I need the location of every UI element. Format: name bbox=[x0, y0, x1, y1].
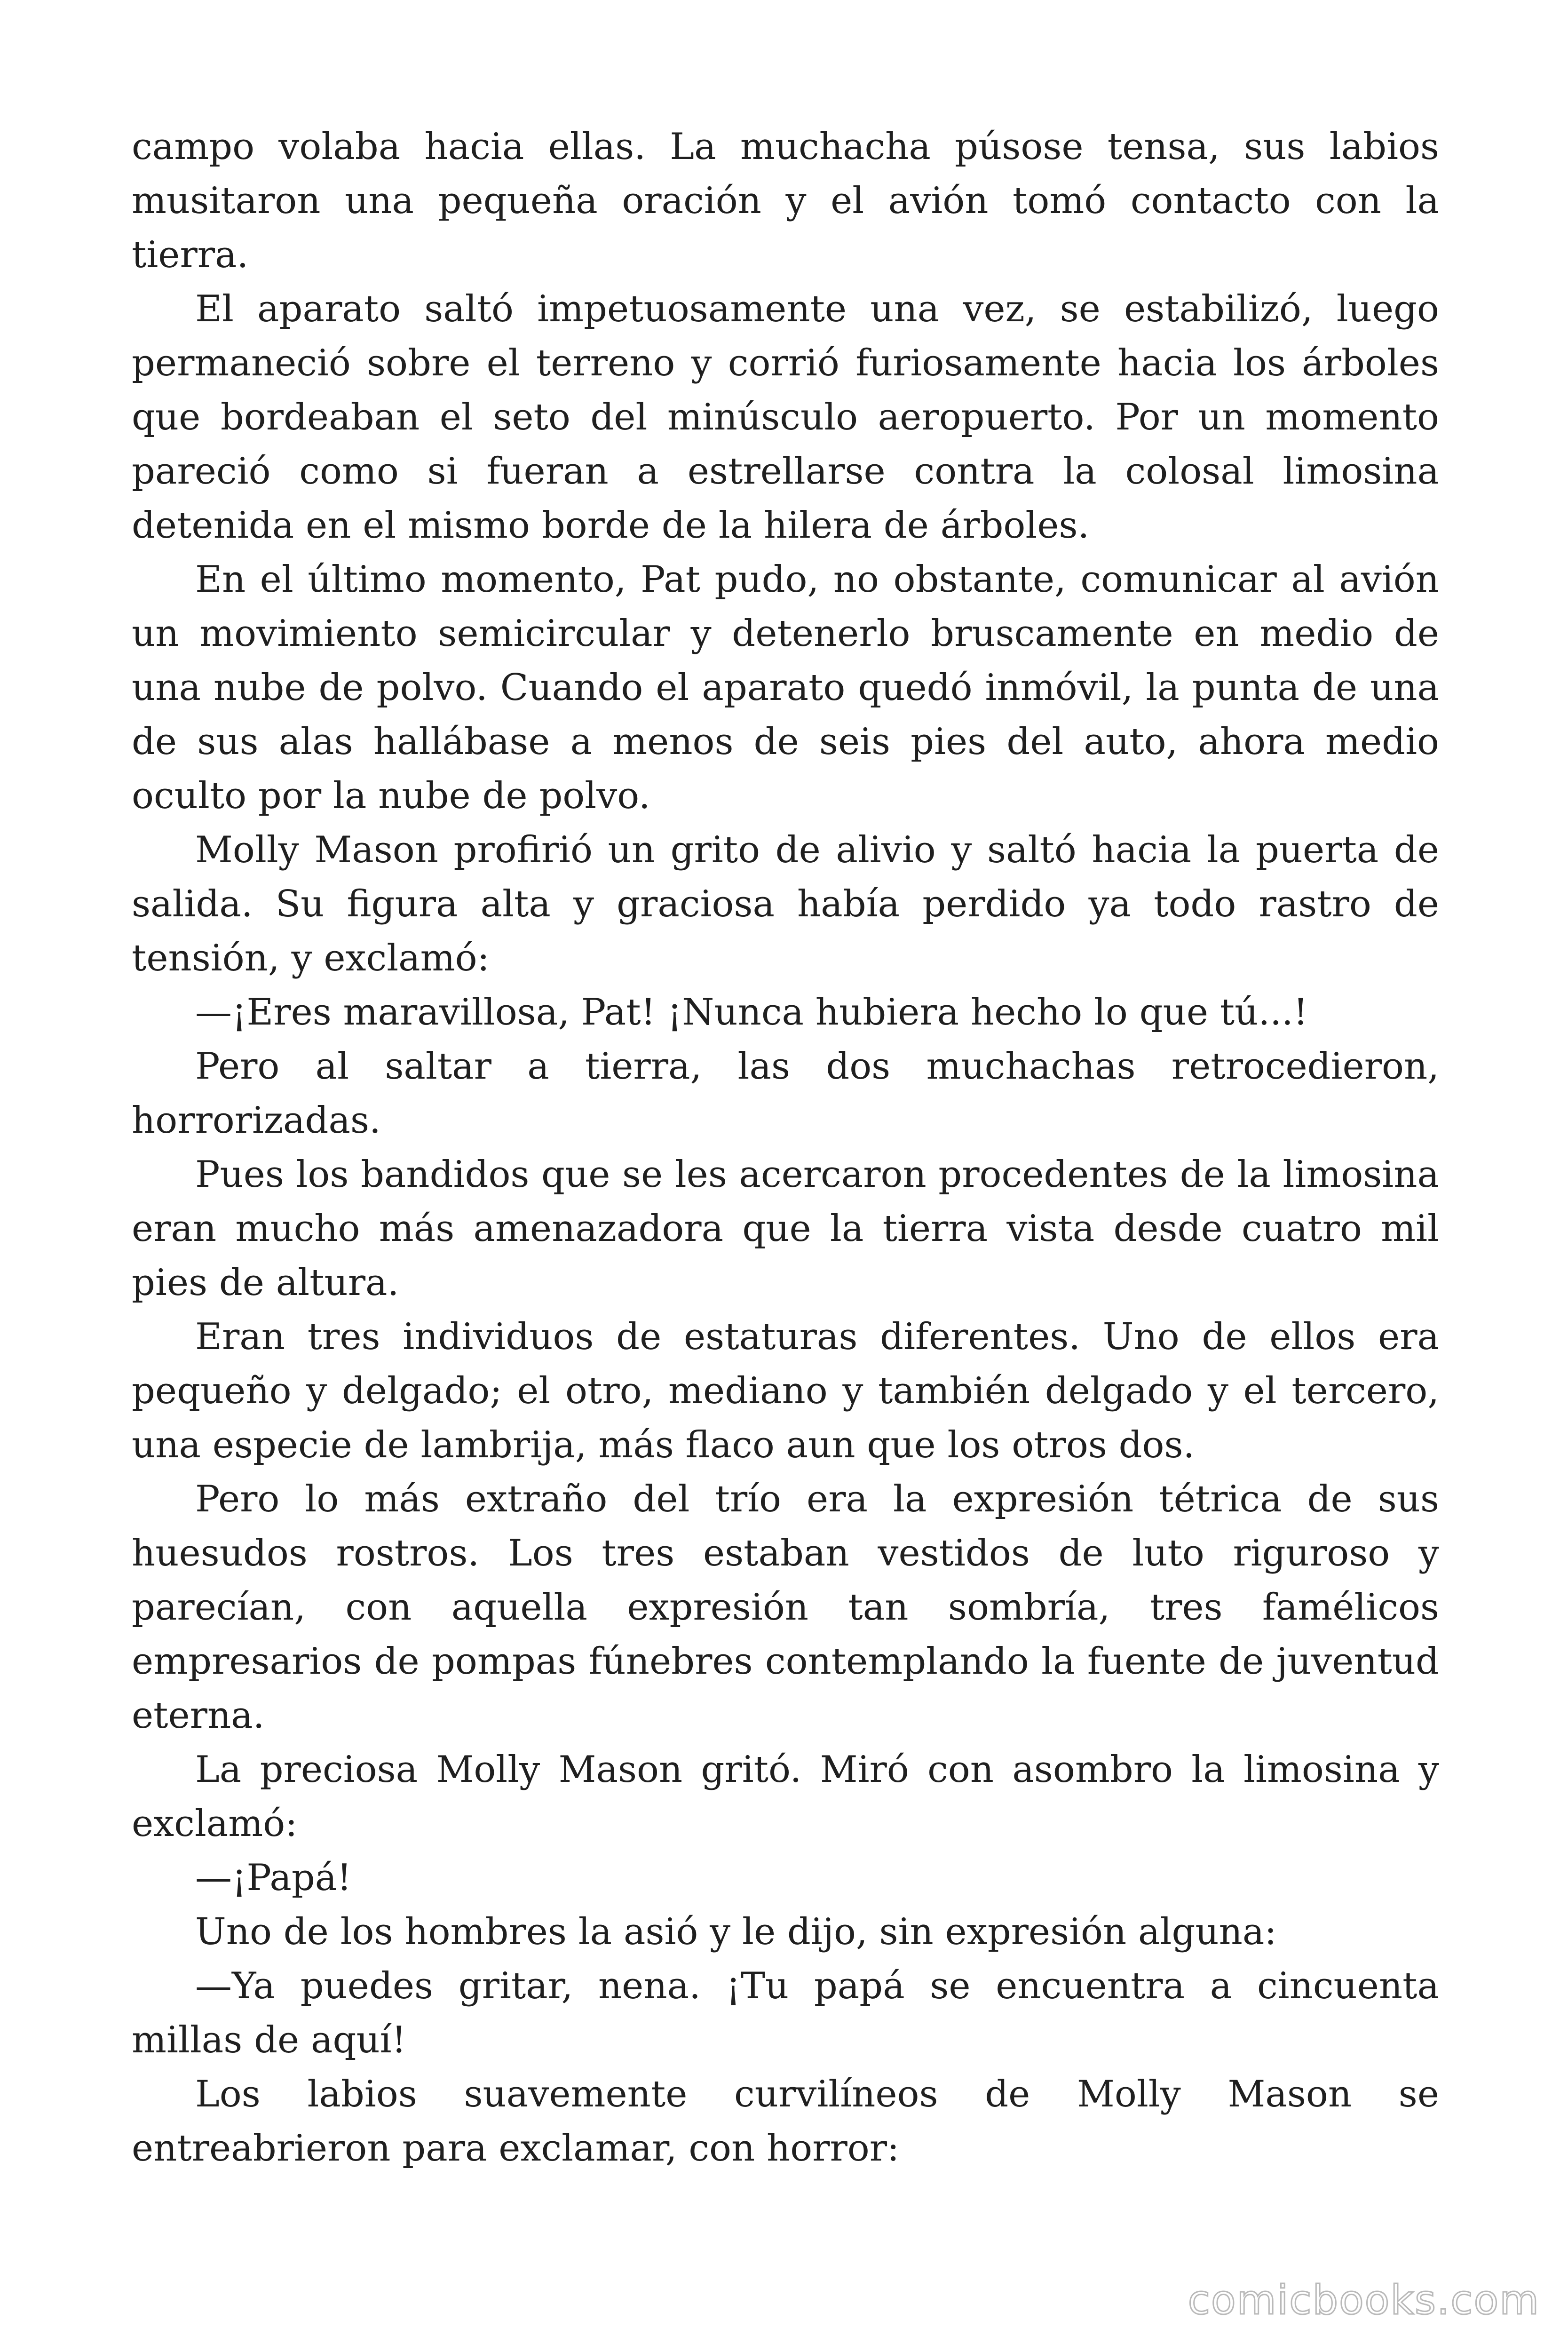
paragraph-12: Uno de los hombres la asió y le dijo, sin expresión alguna: bbox=[195, 1911, 1277, 1953]
paragraph-14: Los labios suavemente curvilíneos de Molly Mason se entreabrieron para exclamar, con horror: bbox=[132, 2073, 1439, 2169]
paragraph-6: Pero al saltar a tierra, las dos muchachas retrocedieron, horrorizadas. bbox=[132, 1045, 1439, 1142]
paragraph-13: —Ya puedes gritar, nena. ¡Tu papá se encuentra a cincuenta millas de aquí! bbox=[132, 1965, 1439, 2061]
paragraph-5: —¡Eres maravillosa, Pat! ¡Nunca hubiera hecho lo que tú...! bbox=[195, 991, 1308, 1033]
paragraph-4: Molly Mason profirió un grito de alivio y saltó hacia la puerta de salida. Su figura alta y graciosa había perdido ya todo rastro de tensión, y exclamó: bbox=[132, 829, 1439, 979]
paragraph-3: En el último momento, Pat pudo, no obstante, comunicar al avión un movimiento semicircular y detenerlo bruscamente en medio de una nube de polvo. Cuando el aparato quedó inmóvil, la punta de una de sus alas hallábase a menos de seis pies del auto, ahora medio oculto por la nube de polvo. bbox=[132, 558, 1439, 817]
paragraph-2: El aparato saltó impetuosamente una vez, se estabilizó, luego permaneció sobre el terreno y corrió furiosamente hacia los árboles que bordeaban el seto del minúsculo aeropuerto. Por un momento pareció como si fueran a estrellarse contra la colosal limosina detenida en el mismo borde de la hilera de árboles. bbox=[132, 288, 1439, 547]
paragraph-9: Pero lo más extraño del trío era la expresión tétrica de sus huesudos rostros. Los tres estaban vestidos de luto riguroso y parecían, con aquella expresión tan sombría, tres famélicos empresarios de pompas fúnebres contemplando la fuente de juventud eterna. bbox=[132, 1478, 1439, 1737]
paragraph-8: Eran tres individuos de estaturas diferentes. Uno de ellos era pequeño y delgado; el otro, mediano y también delgado y el tercero, una especie de lambrija, más flaco aun que los otros dos. bbox=[132, 1316, 1439, 1466]
page-body bbox=[132, 120, 1439, 2176]
paragraph-7: Pues los bandidos que se les acercaron procedentes de la limosina eran mucho más amenazadora que la tierra vista desde cuatro mil pies de altura. bbox=[132, 1153, 1439, 1304]
paragraph-10: La preciosa Molly Mason gritó. Miró con asombro la limosina y exclamó: bbox=[132, 1748, 1439, 1845]
paragraph-11: —¡Papá! bbox=[195, 1857, 352, 1899]
watermark: comicbooks.com bbox=[1188, 2277, 1540, 2324]
paragraph-1: campo volaba hacia ellas. La muchacha púsose tensa, sus labios musitaron una pequeña oración y el avión tomó contacto con la tierra. bbox=[132, 126, 1439, 276]
